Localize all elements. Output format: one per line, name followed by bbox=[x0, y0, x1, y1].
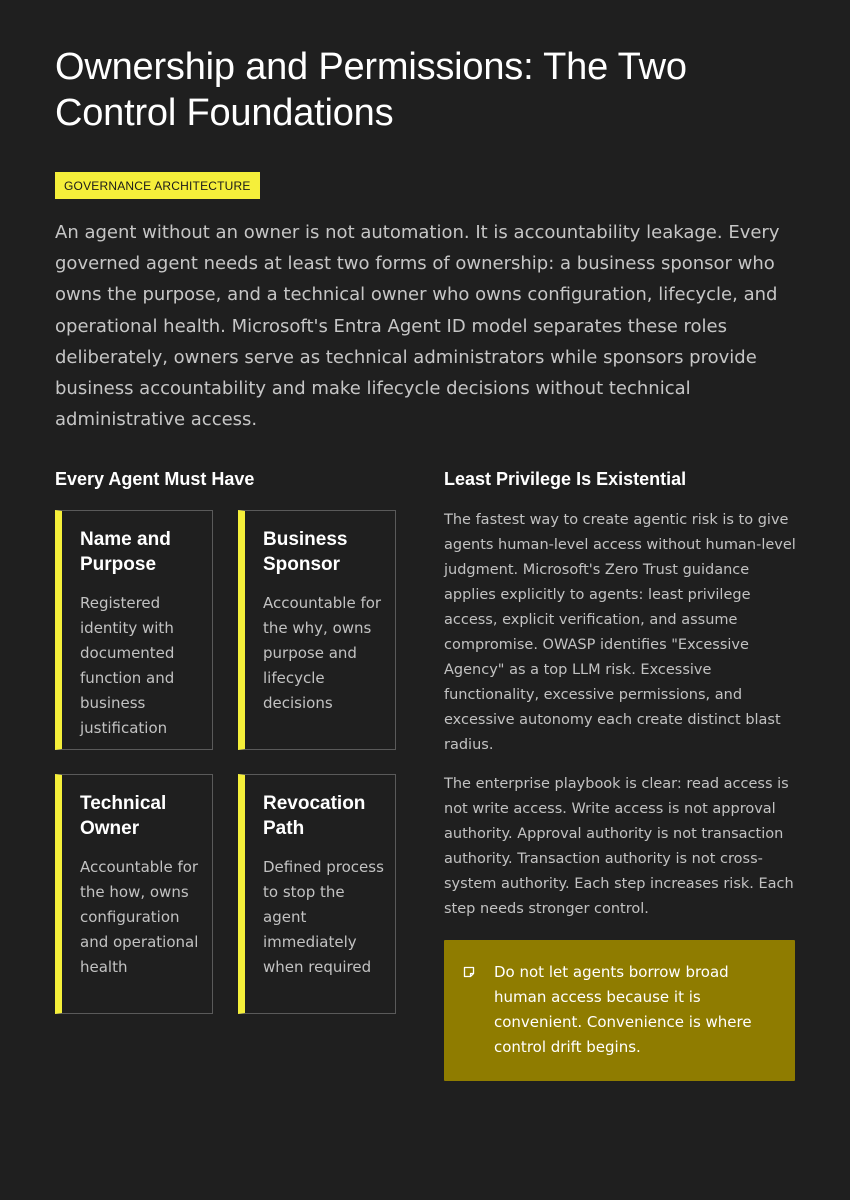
card-description: Defined process to stop the agent immediately when required bbox=[263, 858, 384, 976]
card-title: Revocation Path bbox=[263, 793, 366, 839]
card-title: Name and Purpose bbox=[80, 529, 171, 575]
card-name-and-purpose bbox=[55, 510, 213, 750]
card-title: Technical Owner bbox=[80, 793, 167, 839]
right-column bbox=[444, 468, 796, 1081]
playbook-paragraph: The enterprise playbook is clear: read access is not write access. Write access is not approval authority. Approval authority is not transaction authority. Transaction authority is not cross-system authority. Each step increases risk. Each step needs stronger control. bbox=[444, 776, 794, 917]
card-revocation-path bbox=[238, 774, 396, 1014]
intro-paragraph: An agent without an owner is not automation. It is accountability leakage. Every governed agent needs at least two forms of ownership: a business sponsor who owns the purpose, and a technical owner who owns configuration, lifecycle, and operational health. Microsoft's Entra Agent ID model separates these roles deliberately, owners serve as technical administrators while sponsors provide business accountability and make lifecycle decisions without technical administrative access. bbox=[55, 222, 780, 431]
card-title: Business Sponsor bbox=[263, 529, 348, 575]
page-content bbox=[55, 44, 800, 1056]
note-icon bbox=[463, 966, 475, 978]
card-description: Accountable for the why, owns purpose and lifecycle decisions bbox=[263, 594, 382, 712]
card-description: Accountable for the how, owns configuration and operational health bbox=[80, 858, 199, 976]
callout-text: Do not let agents borrow broad human access because it is convenient. Convenience is where control drift begins. bbox=[494, 963, 752, 1056]
requirement-card-grid bbox=[55, 510, 407, 1000]
card-description: Registered identity with documented function and business justification bbox=[80, 594, 175, 737]
left-column bbox=[55, 468, 407, 1000]
left-column-heading: Every Agent Must Have bbox=[55, 469, 255, 489]
card-technical-owner bbox=[55, 774, 213, 1014]
page-title: Ownership and Permissions: The Two Control Foundations bbox=[55, 46, 687, 134]
right-column-heading: Least Privilege Is Existential bbox=[444, 469, 687, 489]
card-business-sponsor bbox=[238, 510, 396, 750]
section-tag: GOVERNANCE ARCHITECTURE bbox=[55, 172, 260, 199]
least-privilege-paragraph: The fastest way to create agentic risk is to give agents human-level access without human-level judgment. Microsoft's Zero Trust guidance applies explicitly to agents: least privilege access, explicit verification, and assume compromise. OWASP identifies "Excessive Agency" as a top LLM risk. Excessive functionality, excessive permissions, and excessive autonomy each create distinct blast radius. bbox=[444, 512, 796, 753]
callout-box bbox=[444, 940, 795, 1081]
